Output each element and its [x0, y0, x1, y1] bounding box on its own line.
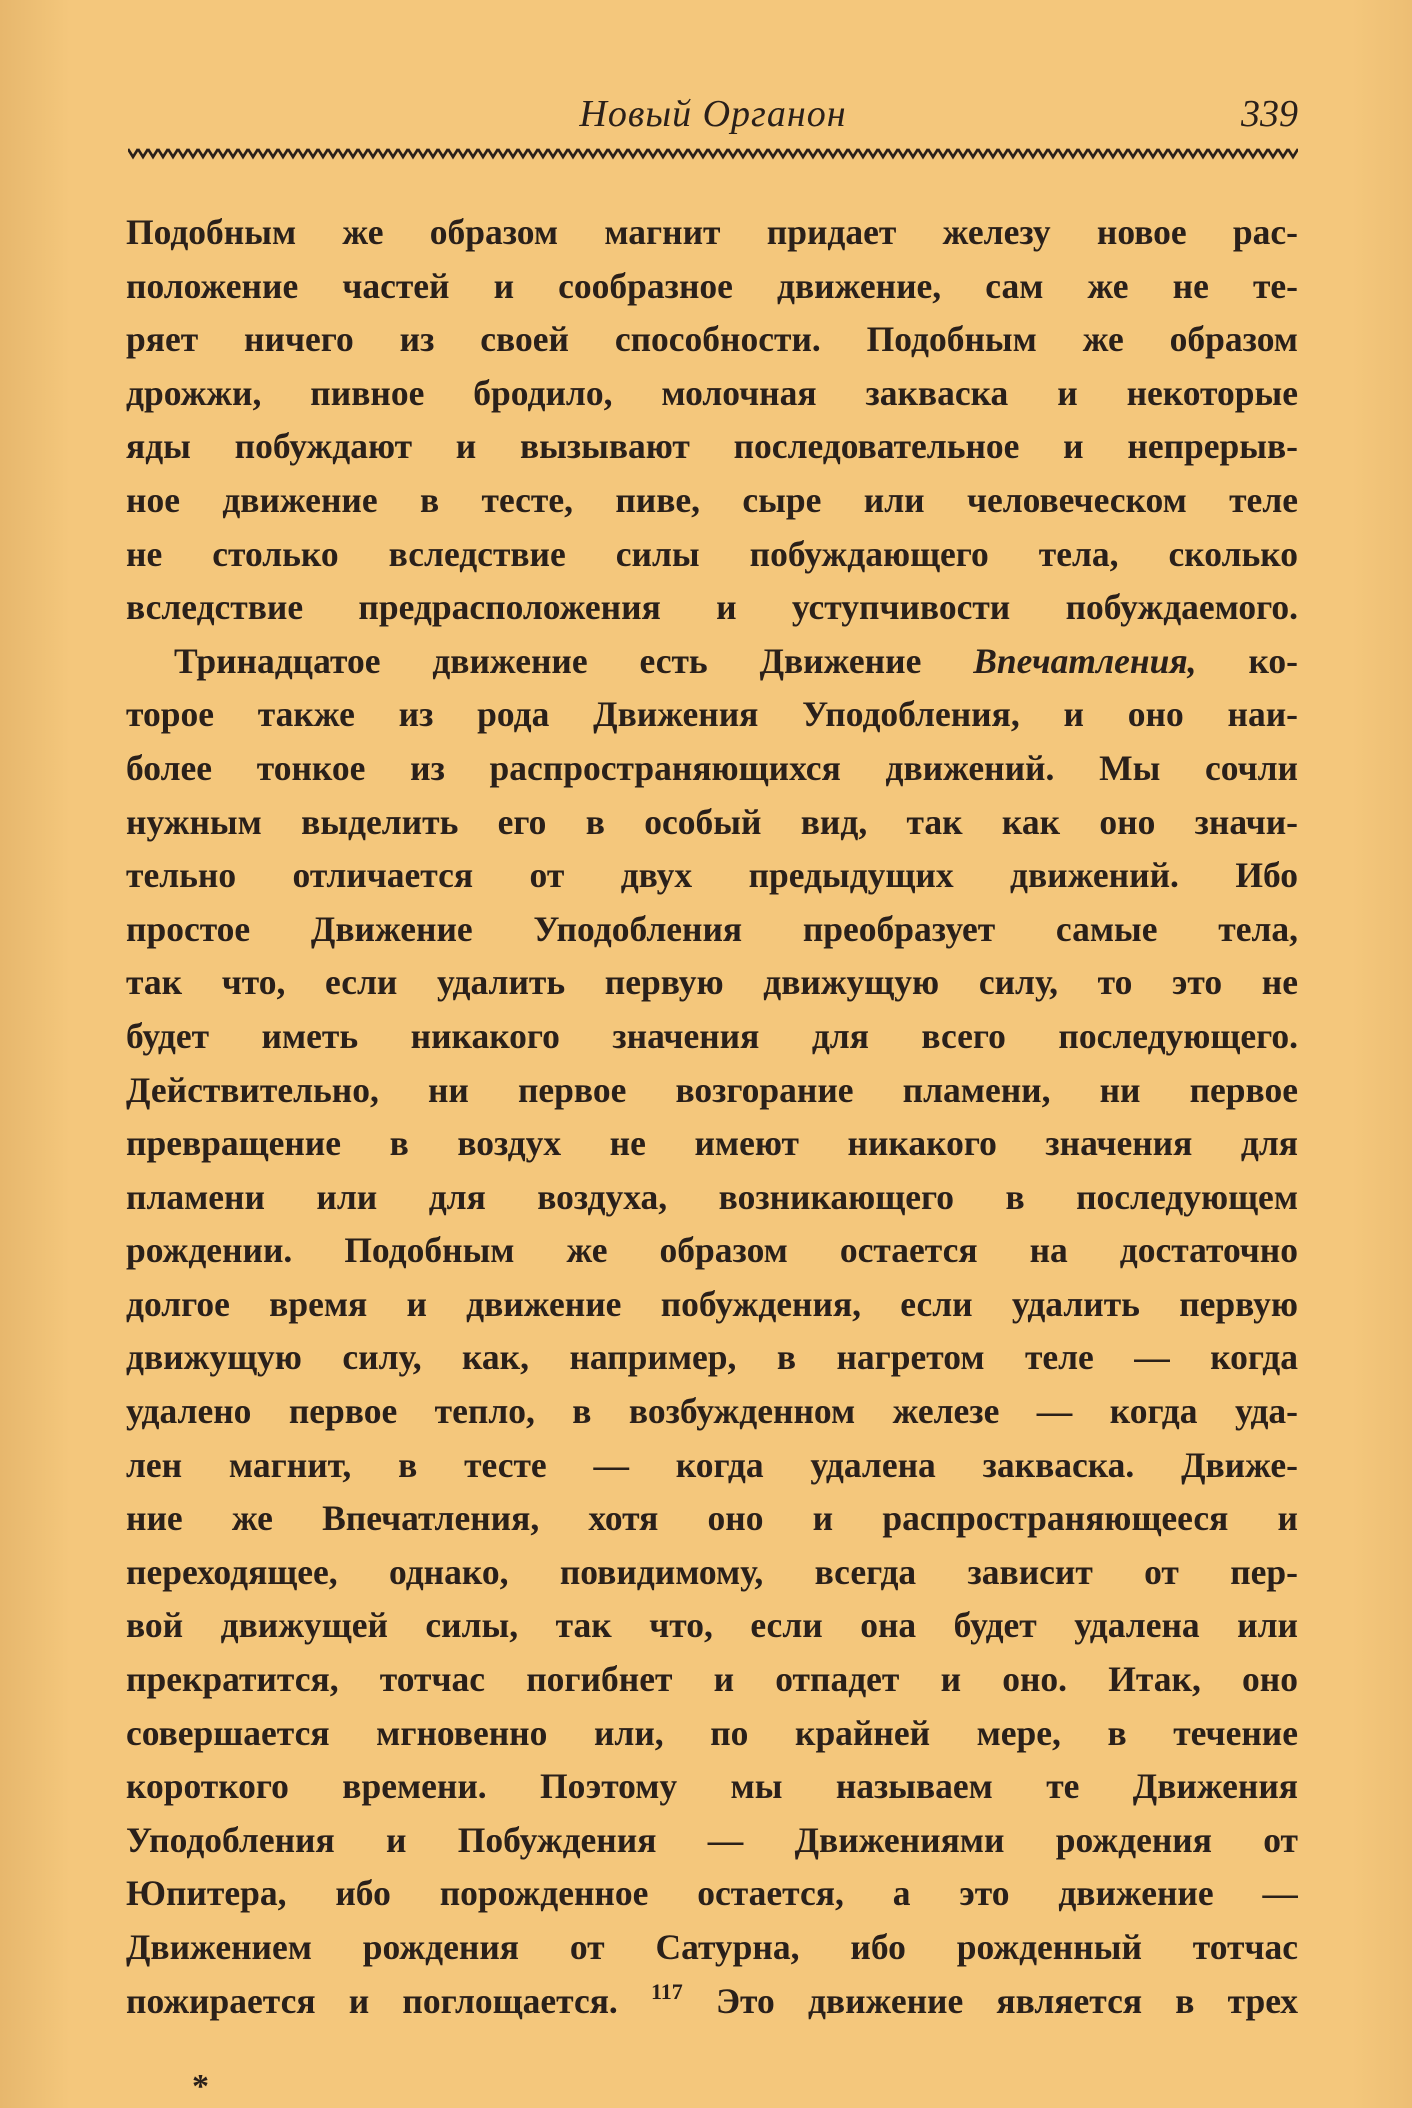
text-line: Подобным же образом магнит придает железу новое рас- — [126, 212, 1298, 252]
text-line: превращение в воздух не имеют никакого значения для — [126, 1123, 1298, 1164]
text-line: Действительно, ни первое возгорание пламени, ни первое — [126, 1069, 1298, 1110]
text-line: ряет ничего из своей способности. Подобным же образом — [126, 319, 1298, 360]
text-line: будет иметь никакого значения для всего последующего. — [126, 1015, 1298, 1056]
text-segment: пожирается и поглощается. — [126, 1980, 618, 2021]
text-line: яды побуждают и вызывают последовательное и непрерыв- — [126, 426, 1298, 467]
text-segment: Тринадцатое движение есть Движение — [174, 640, 922, 681]
body-text — [126, 206, 1298, 2028]
text-line: удалено первое тепло, в возбужденном железе — когда уда- — [126, 1391, 1298, 1432]
text-line-paragraph-start — [126, 635, 1298, 689]
text-line: простое Движение Уподобления преобразует самые тела, — [126, 908, 1298, 949]
text-line: ние же Впечатления, хотя оно и распространяющееся и — [126, 1498, 1298, 1539]
text-line: так что, если удалить первую движущую силу, то это не — [126, 962, 1298, 1003]
text-line: рождении. Подобным же образом остается на достаточно — [126, 1230, 1298, 1271]
text-line: вой движущей силы, так что, если она будет удалена или — [126, 1605, 1298, 1646]
text-line: Уподобления и Побуждения — Движениями рождения от — [126, 1819, 1298, 1860]
running-title: Новый Органон — [579, 93, 847, 135]
text-line: движущую силу, как, например, в нагретом теле — когда — [126, 1337, 1298, 1378]
italic-term: Впечатления, — [973, 640, 1197, 681]
text-line: Юпитера, ибо порожденное остается, а это движение — — [126, 1873, 1298, 1914]
running-head — [128, 92, 1298, 136]
signature-mark: * — [192, 2068, 209, 2105]
text-line: короткого времени. Поэтому мы называем те Движения — [126, 1766, 1298, 1807]
ornamental-rule — [128, 146, 1298, 160]
text-line: переходящее, однако, повидимому, всегда зависит от пер- — [126, 1551, 1298, 1592]
text-line: лен магнит, в тесте — когда удалена закваска. Движе- — [126, 1444, 1298, 1485]
text-line: вследствие предрасположения и уступчивости побуждаемого. — [126, 587, 1298, 628]
page-number: 339 — [1241, 93, 1298, 135]
text-line: совершается мгновенно или, по крайней мере, в течение — [126, 1712, 1298, 1753]
text-line: торое также из рода Движения Уподобления, и оно наи- — [126, 694, 1298, 735]
text-line: положение частей и сообразное движение, сам же не те- — [126, 265, 1298, 306]
text-line: ное движение в тесте, пиве, сыре или человеческом теле — [126, 479, 1298, 520]
text-line: нужным выделить его в особый вид, так как оно значи- — [126, 801, 1298, 842]
footnote-reference[interactable]: 117 — [651, 1978, 683, 2004]
text-segment: ко- — [1248, 640, 1298, 681]
text-line: пламени или для воздуха, возникающего в последующем — [126, 1176, 1298, 1217]
text-line: прекратится, тотчас погибнет и отпадет и оно. Итак, оно — [126, 1659, 1298, 1700]
text-line: не столько вследствие силы побуждающего тела, сколько — [126, 533, 1298, 574]
text-line: тельно отличается от двух предыдущих движений. Ибо — [126, 855, 1298, 896]
text-line-with-note — [126, 1975, 1298, 2029]
text-line: долгое время и движение побуждения, если удалить первую — [126, 1283, 1298, 1324]
text-line: дрожжи, пивное бродило, молочная закваска и некоторые — [126, 372, 1298, 413]
text-segment: Это движение является в трех — [715, 1980, 1298, 2021]
text-line: более тонкое из распространяющихся движений. Мы сочли — [126, 747, 1298, 788]
text-line: Движением рождения от Сатурна, ибо рожденный тотчас — [126, 1927, 1298, 1967]
